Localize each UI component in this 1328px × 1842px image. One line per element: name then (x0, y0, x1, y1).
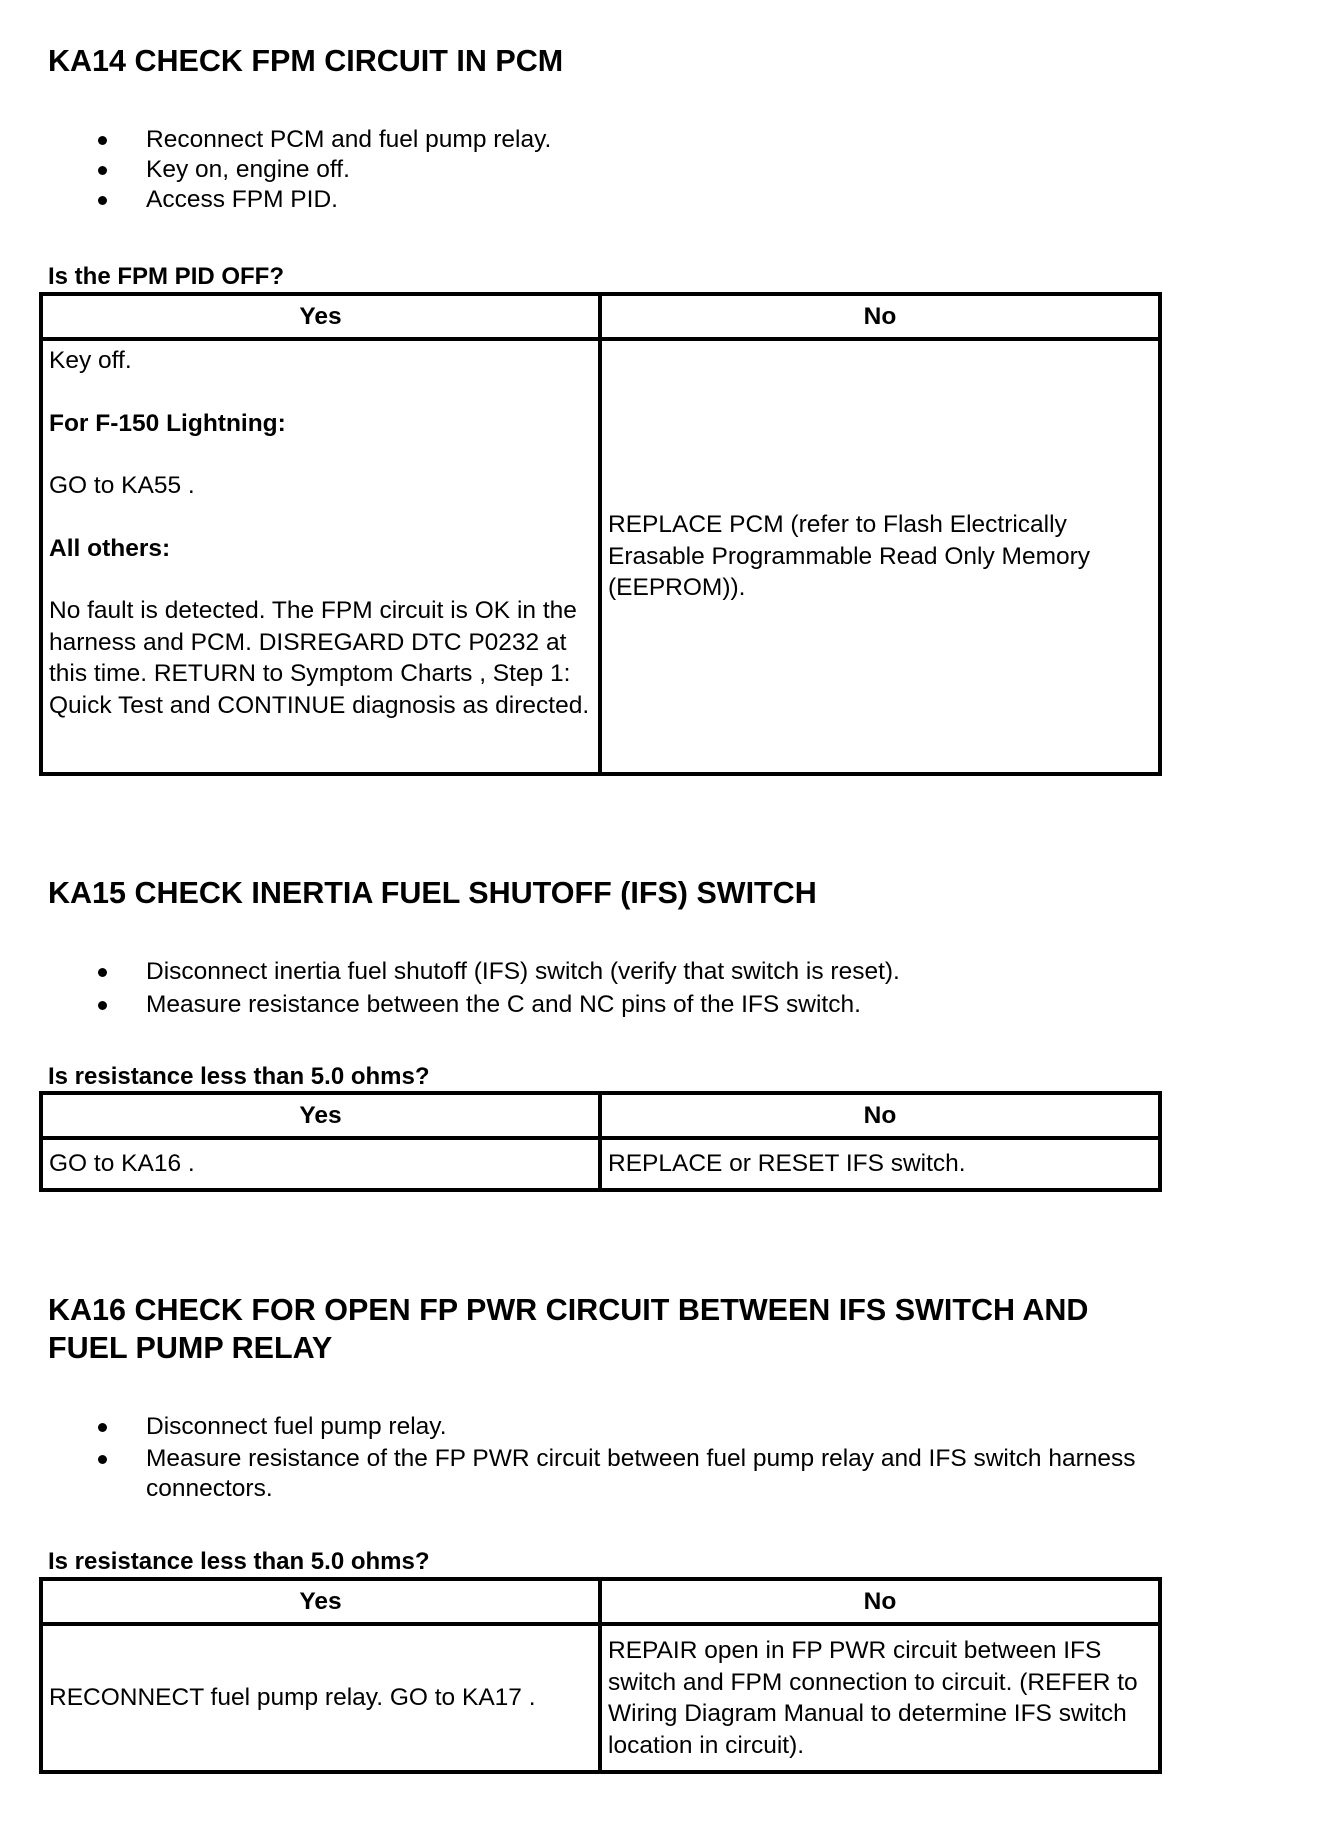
header-no: No (600, 1579, 1160, 1624)
bullet-icon (98, 166, 107, 175)
step-list-ka14 (0, 125, 1196, 215)
decision-table-ka14 (39, 292, 1162, 776)
table-row (41, 1138, 1160, 1190)
table-row (41, 1624, 1160, 1772)
bullet-icon (98, 968, 107, 977)
heading-line-2: FUEL PUMP RELAY (48, 1331, 333, 1365)
bullet-icon (98, 136, 107, 145)
section-heading-ka14: KA14 CHECK FPM CIRCUIT IN PCM (48, 44, 564, 78)
step-item: Disconnect fuel pump relay. (0, 1412, 1196, 1442)
cell-yes (41, 339, 600, 774)
step-item: Disconnect inertia fuel shutoff (IFS) switch (verify that switch is reset). (0, 957, 1196, 987)
header-yes: Yes (41, 1579, 600, 1624)
section-heading-ka16 (48, 1291, 1088, 1367)
step-list-ka15 (0, 957, 1196, 1020)
bullet-icon (98, 1001, 107, 1010)
step-item: Measure resistance of the FP PWR circuit between fuel pump relay and IFS switch harness connectors. (0, 1444, 1196, 1504)
table-row (41, 339, 1160, 774)
header-yes: Yes (41, 1093, 600, 1138)
section-heading-ka15: KA15 CHECK INERTIA FUEL SHUTOFF (IFS) SWITCH (48, 876, 817, 910)
question-ka14: Is the FPM PID OFF? (48, 263, 285, 290)
heading-line-1: KA16 CHECK FOR OPEN FP PWR CIRCUIT BETWEEN IFS SWITCH AND (48, 1293, 1089, 1327)
step-item: Key on, engine off. (0, 155, 1196, 185)
step-item: Measure resistance between the C and NC pins of the IFS switch. (0, 990, 1196, 1020)
cell-no: REPAIR open in FP PWR circuit between IFS switch and FPM connection to circuit. (REFER to Wiring Diagram Manual to determine IFS switch location in circuit). (600, 1624, 1160, 1772)
cell-no: REPLACE PCM (refer to Flash Electrically Erasable Programmable Read Only Memory (EEPROM)). (600, 339, 1160, 774)
header-yes: Yes (41, 294, 600, 339)
yes-line-all-others-label: All others: (49, 534, 171, 562)
bullet-icon (98, 196, 107, 205)
header-no: No (600, 1093, 1160, 1138)
question-ka16: Is resistance less than 5.0 ohms? (48, 1548, 430, 1575)
table-header-row (41, 1093, 1160, 1138)
header-no: No (600, 294, 1160, 339)
decision-table-ka15 (39, 1091, 1162, 1192)
yes-line-no-fault: No fault is detected. The FPM circuit is OK in the harness and PCM. DISREGARD DTC P0232 at this time. RETURN to Symptom Charts , Step 1: Quick Test and CONTINUE diagnosis as directed. (49, 597, 590, 719)
decision-table-ka16 (39, 1577, 1162, 1774)
table-header-row (41, 294, 1160, 339)
bullet-icon (98, 1455, 107, 1464)
cell-no: REPLACE or RESET IFS switch. (600, 1138, 1160, 1190)
table-header-row (41, 1579, 1160, 1624)
question-ka15: Is resistance less than 5.0 ohms? (48, 1063, 430, 1090)
bullet-icon (98, 1423, 107, 1432)
step-item: Reconnect PCM and fuel pump relay. (0, 125, 1196, 155)
step-item: Access FPM PID. (0, 185, 1196, 215)
cell-yes[interactable]: RECONNECT fuel pump relay. GO to KA17 . (41, 1624, 600, 1772)
yes-line-key-off: Key off. (49, 347, 132, 374)
yes-line-f150-label: For F-150 Lightning: (49, 409, 286, 437)
step-list-ka16 (0, 1412, 1196, 1504)
yes-line-go-to-ka55[interactable]: GO to KA55 . (49, 472, 195, 499)
cell-yes[interactable]: GO to KA16 . (41, 1138, 600, 1190)
